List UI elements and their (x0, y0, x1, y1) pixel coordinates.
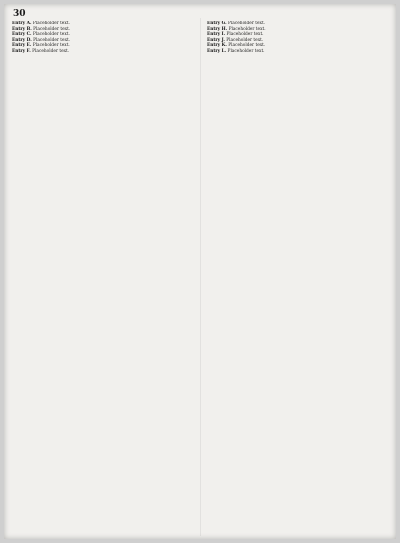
column-gutter (200, 18, 201, 536)
entry-name: Entry K. (207, 43, 227, 49)
entry-details: Placeholder text. (228, 26, 266, 32)
right-column (207, 21, 392, 533)
entry-name: Entry H. (207, 26, 228, 32)
left-column (12, 21, 197, 533)
entry-details: Placeholder text. (228, 21, 266, 26)
scanned-page (4, 4, 396, 539)
directory-entry (207, 49, 392, 55)
entry-details: Placeholder text. (33, 26, 71, 32)
entry-name: Entry C. (12, 32, 32, 38)
entry-name: Entry G. (207, 21, 227, 26)
entry-details: Placeholder text. (227, 48, 265, 54)
entry-name: Entry I. (207, 32, 226, 38)
entry-details: Placeholder text. (32, 43, 70, 49)
entry-details: Placeholder text. (32, 32, 70, 38)
entry-details: Placeholder text. (226, 32, 264, 38)
entry-name: Entry D. (12, 37, 32, 43)
entry-details: Placeholder text. (32, 48, 70, 54)
entry-name: Entry F. (12, 48, 31, 54)
entry-name: Entry A. (12, 21, 32, 26)
directory-entry (12, 49, 197, 55)
entry-name: Entry E. (12, 43, 32, 49)
entry-name: Entry B. (12, 26, 32, 32)
entry-name: Entry J. (207, 37, 225, 43)
entry-details: Placeholder text. (228, 43, 266, 49)
page-number: 30 (13, 9, 26, 19)
entry-details: Placeholder text. (32, 21, 70, 26)
entry-details: Placeholder text. (33, 37, 71, 43)
entry-name: Entry L. (207, 48, 227, 54)
entry-details: Placeholder text. (226, 37, 264, 43)
